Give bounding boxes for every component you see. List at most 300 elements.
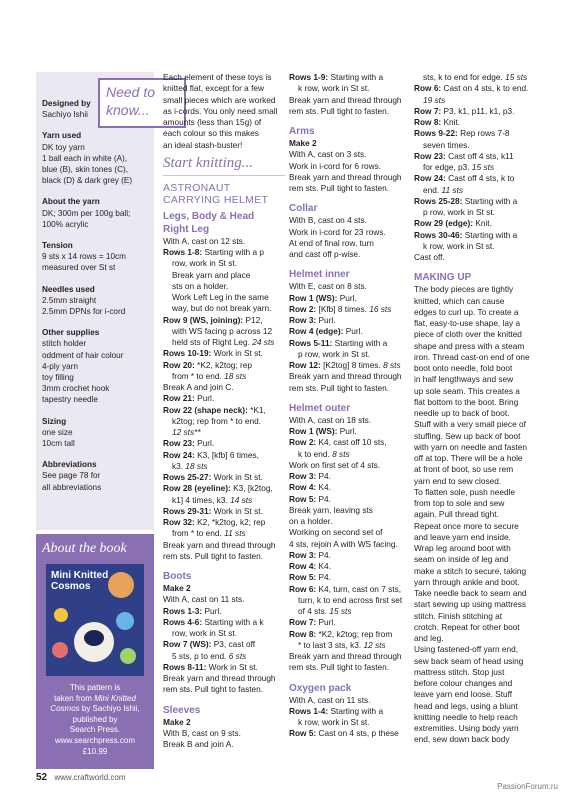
row-text: Purl.: [337, 426, 357, 436]
row-text: held sts of Right Leg.: [172, 337, 250, 347]
instruction: [414, 185, 536, 196]
instruction: [163, 438, 285, 449]
supplies-heading: Other supplies: [42, 328, 100, 338]
instruction: [289, 617, 411, 628]
making-up-line: make a stitch to secure, taking: [414, 565, 527, 576]
making-up-line: crotch. Repeat for other boot: [414, 621, 520, 632]
instruction: row, work in St st.: [172, 628, 238, 638]
instruction: Break yarn and thread through: [289, 651, 402, 661]
stitch-count: 14 sts: [230, 494, 253, 505]
instruction: [289, 572, 411, 583]
book-info-text: taken from: [54, 693, 92, 703]
making-up-line: leave yarn end loose. Stuff: [414, 689, 513, 700]
pattern-column-1: [163, 72, 285, 750]
row-label: Row 4 (edge):: [289, 326, 344, 337]
instruction: With A, cast on 11 sts.: [163, 594, 245, 605]
instruction: With B, cast on 9 sts.: [163, 727, 241, 738]
making-up-line: boot onto needle, fold boot: [414, 363, 513, 373]
making-up-line: needle up to back of boot.: [414, 408, 510, 418]
row-text: Cast off 4 sts, k11: [445, 150, 514, 161]
row-label: Row 1 (WS):: [289, 292, 338, 303]
row-label: Row 28 (eyeline):: [163, 483, 231, 494]
instruction: [163, 371, 285, 382]
making-up-line: head and legs, using a blunt: [414, 700, 518, 711]
instruction: sts on a holder.: [172, 280, 229, 291]
making-up-line: stitch. Finish stitching at: [414, 610, 503, 621]
row-text: *K2, k2tog; rep: [194, 359, 253, 370]
row-text: Purl.: [194, 438, 215, 449]
row-label: Rows 10-19:: [163, 348, 212, 359]
stitch-count: 11 sts: [441, 184, 463, 195]
making-up-line: flat bottom to the boot. Bring: [414, 396, 519, 407]
sleeves-heading: Sleeves: [163, 704, 201, 716]
stitch-count: 19 sts: [423, 94, 446, 105]
instruction: rem sts. Pull tight to fasten.: [163, 684, 264, 695]
supplies-line: oddment of hair colour: [42, 350, 124, 360]
making-up-line: seam on inside of leg and: [414, 554, 509, 565]
about-the-book-heading: About the book: [42, 541, 127, 556]
making-up-line: edges to curl up. To create a: [414, 306, 519, 317]
instruction: [414, 218, 536, 229]
website-link[interactable]: www.craftworld.com: [54, 773, 126, 782]
instruction: [289, 293, 411, 304]
stitch-count: 16 sts: [369, 303, 392, 314]
making-up-line: piece of cloth over the knitted: [414, 329, 522, 340]
instruction: [289, 304, 411, 315]
row-text: Starting with a k: [202, 616, 264, 627]
making-up-line: with yarn on needle and fasten: [414, 441, 528, 452]
making-up-line: Stuff with a very small piece of: [414, 419, 526, 430]
row-text: P4.: [316, 471, 331, 481]
stitch-count: 11 sts: [224, 528, 246, 539]
instruction: [163, 472, 285, 483]
supplies-line: tapestry needle: [42, 395, 98, 405]
abbreviations-line: See page 78 for: [42, 471, 101, 481]
stitch-count: 18 sts: [224, 370, 247, 381]
row-label: Row 6:: [414, 83, 442, 94]
row-label: Row 5:: [289, 572, 317, 583]
watermark: PassionForum.ru: [497, 782, 558, 791]
book-cover-image: [46, 564, 144, 676]
row-text: Work in St st.: [211, 348, 263, 359]
instruction: [289, 315, 411, 326]
row-text: Starting with a: [462, 195, 518, 206]
instruction: [163, 662, 285, 673]
need-to-know-content: [42, 98, 150, 503]
row-text: * to last 3 sts, k3.: [298, 639, 362, 650]
making-up-line: yarn end to sew closed.: [414, 475, 502, 486]
instruction: [414, 106, 536, 117]
row-text: Knit.: [441, 117, 461, 127]
book-info-line: [42, 694, 148, 705]
book-website-link[interactable]: www.searchpress.com: [54, 735, 136, 745]
row-label: Rows 29-31:: [163, 505, 212, 516]
row-text: Knit.: [473, 218, 492, 229]
needles-line: 2.5mm straight: [42, 295, 97, 305]
instruction: rem sts. Pull tight to fasten.: [289, 183, 390, 193]
making-up-line: up sole seam. This creates a: [414, 385, 520, 396]
start-knitting-heading: Start knitting...: [163, 153, 285, 176]
pattern-column-2: [289, 72, 411, 740]
instruction: [163, 651, 285, 662]
row-text: K2, *k2tog, k2; rep: [194, 517, 266, 527]
row-text: Purl.: [194, 393, 215, 404]
instruction: [163, 247, 285, 258]
instruction: [163, 528, 285, 539]
making-up-line: iron. Thread cast-on end of one: [414, 351, 530, 362]
instruction: [289, 606, 411, 617]
making-up-line: To flatten sole, push needle: [414, 486, 516, 497]
instruction: Break A and join C.: [163, 382, 234, 392]
instruction: [289, 640, 411, 651]
row-text: Cast on 4 sts, p these: [316, 728, 399, 739]
making-up-line: stuffing. Sew up back of boot: [414, 430, 521, 441]
yarn-line: black (D) & dark grey (E): [42, 176, 133, 186]
instruction: Work in i-cord for 6 rows.: [289, 160, 382, 171]
book-info-line: This pattern is: [69, 683, 121, 692]
instruction: Break yarn and place: [172, 269, 251, 280]
instruction: [163, 639, 285, 650]
book-info-line: Search Press.: [69, 725, 121, 735]
instruction: [163, 517, 285, 528]
row-label: Row 2:: [289, 303, 317, 314]
row-label: Rows 30-46:: [414, 229, 463, 240]
row-text: Starting with a: [332, 337, 388, 348]
instruction: k row, work in St st.: [298, 83, 370, 94]
instruction: [163, 450, 285, 461]
instruction: rem sts. Pull tight to fasten.: [289, 662, 390, 673]
legs-body-head-heading: Legs, Body & Head: [163, 210, 255, 222]
row-text: Purl.: [316, 617, 336, 628]
instruction: way, but do not break yarn.: [172, 303, 272, 314]
about-yarn-line: 100% acrylic: [42, 219, 89, 229]
row-text: [K2tog] 8 times.: [320, 360, 381, 370]
row-label: Rows 25-28:: [414, 195, 463, 206]
row-text: Purl.: [202, 605, 222, 616]
instruction: [289, 360, 411, 371]
instruction: Break yarn and thread through: [289, 371, 402, 382]
oxygen-pack-heading: Oxygen pack: [289, 682, 352, 694]
row-label: Row 1 (WS):: [289, 426, 338, 436]
tension-line: 9 sts x 14 rows = 10cm: [42, 252, 126, 262]
instruction: rem sts. Pull tight to fasten.: [163, 550, 264, 561]
row-label: Row 12:: [289, 360, 321, 370]
yarn-heading: Yarn used: [42, 131, 82, 141]
making-up-line: shape and press with a steam: [414, 340, 525, 351]
instruction: k2tog; rep from * to end.: [172, 415, 262, 426]
making-up-line: knitted, which can cause: [414, 295, 505, 306]
row-text: Rep rows 7-8: [457, 128, 510, 139]
instruction: [163, 405, 285, 416]
row-text: Work in St st.: [211, 472, 263, 482]
pattern-title-line-2: CARRYING HELMET: [163, 193, 269, 206]
abbreviations-block: [42, 459, 150, 493]
intro-line: each colour so this makes: [163, 128, 259, 139]
needles-line: 2.5mm DPNs for i-cord: [42, 307, 126, 317]
row-text: P4.: [316, 493, 331, 504]
row-label: Rows 1-3:: [163, 605, 203, 616]
row-text: P3, k1, p11, k1, p3.: [441, 105, 515, 116]
row-text: 5 sts, p to end.: [172, 650, 227, 661]
row-text: k to end.: [298, 448, 330, 459]
instruction: With A, cast on 3 sts.: [289, 149, 367, 160]
instruction: With A, cast on 11 sts.: [289, 694, 371, 705]
cover-title: [51, 570, 108, 592]
making-up-line: end, sew down back body: [414, 734, 510, 745]
need-to-know-line-1: Need to: [106, 84, 156, 100]
instruction: Work on first set of 4 sts.: [289, 459, 381, 470]
book-info-line: published by: [72, 714, 118, 724]
intro-line: an ideal stash-buster!: [163, 139, 243, 150]
about-yarn-heading: About the yarn: [42, 197, 100, 207]
row-label: Row 29 (edge):: [414, 218, 474, 229]
row-text: Starting with a: [462, 229, 518, 240]
row-text: K3, [k2tog,: [230, 483, 273, 494]
row-label: Row 3:: [289, 549, 317, 560]
needles-heading: Needles used: [42, 284, 95, 294]
instruction: [289, 629, 411, 640]
making-up-line: Wrap leg around boot with: [414, 543, 511, 553]
supplies-line: toy filling: [42, 373, 74, 383]
making-up-line: before colour changes and: [414, 678, 513, 688]
row-label: Row 24:: [163, 449, 195, 460]
instruction: [163, 606, 285, 617]
tension-line: measured over St st: [42, 263, 116, 273]
instruction: [289, 482, 411, 493]
making-up-line: yarn through ankle and boot.: [414, 576, 520, 587]
instruction: [289, 437, 411, 448]
instruction: rem sts. Pull tight to fasten.: [289, 382, 390, 393]
instruction: Break yarn and thread through: [289, 94, 402, 105]
instruction: [289, 561, 411, 572]
row-label: Row 20:: [163, 359, 195, 370]
helmet-visor-icon: [84, 630, 104, 646]
row-label: Row 9 (WS, joining):: [163, 314, 244, 325]
instruction: [289, 471, 411, 482]
row-text: from * to end.: [172, 528, 222, 539]
row-label: Rows 1-4:: [289, 705, 329, 716]
needles-block: [42, 284, 150, 318]
about-yarn-block: [42, 196, 150, 230]
collar-heading: Collar: [289, 203, 318, 215]
need-to-know-line-2: know...: [106, 102, 150, 118]
making-up-text: [414, 284, 536, 745]
supplies-line: stitch holder: [42, 339, 87, 349]
instruction: [163, 506, 285, 517]
planet-icon: [54, 608, 68, 622]
designer-heading: Designed by: [42, 99, 91, 108]
stitch-count: 8 sts: [332, 448, 350, 459]
about-yarn-line: DK; 300m per 100g ball;: [42, 208, 131, 218]
row-label: Row 5:: [289, 493, 317, 504]
instruction: With E, cast on 8 sts.: [289, 281, 367, 292]
instruction: [414, 128, 536, 139]
intro-line: Each element of these toys is: [163, 72, 272, 82]
sizing-line: one size: [42, 427, 73, 437]
instruction: k row, work in St st.: [298, 717, 370, 727]
row-label: Row 7 (WS):: [163, 639, 212, 650]
row-label: Row 8:: [289, 628, 317, 639]
row-text: Starting with a: [328, 705, 384, 716]
row-text: from * to end.: [172, 370, 222, 381]
instruction: [163, 337, 285, 348]
instruction: rem sts. Pull tight to fasten.: [289, 105, 390, 116]
row-text: [Kfb] 8 times.: [316, 303, 367, 314]
abbreviations-heading: Abbreviations: [42, 460, 97, 470]
instruction: At end of final row, turn: [289, 237, 374, 248]
yarn-line: blue (B), skin tones (C),: [42, 165, 128, 175]
instruction: p row, work in St st.: [298, 348, 370, 359]
instruction: Working on second set of: [289, 527, 383, 538]
instruction: Cast off.: [414, 252, 445, 262]
row-text: Work in St st.: [206, 661, 258, 672]
instruction: [163, 617, 285, 628]
helmet-outer-heading: Helmet outer: [289, 402, 351, 414]
sizing-line: 10cm tall: [42, 439, 75, 449]
supplies-line: 3mm crochet hook: [42, 384, 110, 394]
book-title-italic: Mini Knitted: [94, 693, 136, 703]
sizing-block: [42, 416, 150, 450]
about-the-book-panel: [36, 534, 154, 769]
tension-block: [42, 240, 150, 274]
yarn-line: DK toy yarn: [42, 142, 85, 152]
instruction: [414, 173, 536, 184]
stitch-count: 18 sts: [185, 460, 208, 471]
row-text: K3, [kfb] 6 times,: [194, 449, 259, 460]
instruction: turn, k to end across first set: [298, 594, 403, 605]
instruction: With A, cast on 18 sts.: [289, 414, 372, 425]
instruction: [163, 483, 285, 494]
row-text: K4, cast off 10 sts,: [316, 437, 387, 448]
yarn-line: 1 ball each in white (A),: [42, 153, 128, 163]
instruction: [163, 348, 285, 359]
instruction: Break yarn and thread through: [163, 539, 276, 550]
instruction: [163, 427, 285, 438]
row-label: Row 4:: [289, 482, 317, 493]
make-count: Make 2: [163, 716, 191, 727]
arms-heading: Arms: [289, 126, 315, 137]
making-up-line: and leave yarn end inside.: [414, 531, 511, 542]
making-up-line: from top to sole and sew: [414, 498, 505, 508]
instruction: on a holder.: [289, 516, 333, 526]
instruction: [414, 83, 536, 94]
row-text: K4.: [316, 561, 331, 571]
instruction: [414, 196, 536, 207]
supplies-block: [42, 327, 150, 405]
instruction: Break B and join A.: [163, 739, 234, 749]
row-label: Row 22 (shape neck):: [163, 404, 248, 415]
making-up-line: again. Pull thread tight.: [414, 509, 499, 520]
intro-line: small pieces which are worked: [163, 94, 276, 105]
instruction: [289, 584, 411, 595]
instruction: [289, 550, 411, 561]
instruction: [163, 360, 285, 371]
planet-icon: [52, 642, 68, 658]
make-count: Make 2: [163, 583, 191, 593]
stitch-count: 8 sts: [383, 360, 401, 370]
row-text: K4.: [316, 482, 331, 493]
row-text: k3.: [172, 460, 184, 471]
instruction: With A, cast on 12 sts.: [163, 235, 246, 246]
row-text: end.: [423, 184, 440, 195]
stitch-count: 6 sts: [228, 650, 247, 661]
making-up-line: mattress stitch. Stop just: [414, 666, 505, 677]
instruction: [289, 706, 411, 717]
instruction: Work in i-cord for 23 rows.: [289, 226, 386, 237]
planet-icon: [120, 648, 136, 664]
row-label: Row 2:: [289, 437, 317, 448]
pattern-column-3: [414, 72, 536, 746]
instruction: With B, cast on 4 sts.: [289, 215, 367, 226]
instruction: and cast off p-wise.: [289, 249, 361, 259]
row-text: P12,: [243, 314, 263, 325]
stitch-count: 15 sts: [329, 606, 352, 616]
row-text: K4, turn, cast on 7 sts,: [316, 583, 402, 594]
row-text: sts, k to end for edge.: [423, 72, 503, 82]
intro-line: amounts (less than 15g) of: [163, 117, 262, 127]
make-count: Make 2: [289, 138, 317, 148]
row-label: Row 8:: [414, 117, 442, 127]
boots-heading: Boots: [163, 571, 192, 582]
instruction: [414, 95, 536, 106]
row-text: P3, cast off: [211, 639, 256, 650]
instruction: k row, work in St st.: [423, 240, 495, 251]
instruction: [414, 230, 536, 241]
row-label: Row 6:: [289, 583, 317, 594]
row-text: Cast on 4 sts, k to end.: [441, 83, 529, 94]
row-label: Rows 25-27:: [163, 472, 212, 482]
designer-block: [42, 98, 150, 120]
instruction: Break yarn, leaving sts: [289, 504, 373, 515]
row-text: for edge, p3.: [423, 162, 470, 172]
instruction: [289, 426, 411, 437]
yarn-block: [42, 130, 150, 186]
making-up-line: in half lengthways and sew: [414, 374, 514, 385]
making-up-line: flat, easy-to-use shape, lay a: [414, 318, 521, 328]
row-label: Row 24:: [414, 173, 446, 184]
making-up-line: at front of boot, so use rem: [414, 464, 514, 475]
row-text: k1] 4 times, k3.: [172, 494, 228, 505]
page-number: 52: [36, 772, 48, 783]
helmet-inner-heading: Helmet inner: [289, 269, 350, 281]
pattern-title-line-1: ASTRONAUT: [163, 181, 231, 194]
book-info-text: by Sachiyo Ishii,: [81, 704, 140, 714]
row-label: Row 4:: [289, 561, 317, 571]
row-label: Rows 1-8:: [163, 247, 203, 257]
page-footer: [36, 772, 125, 783]
instruction: row, work in St st.: [172, 258, 238, 269]
making-up-line: off at top. There will be a hole: [414, 453, 523, 463]
need-to-know-sidebar: [36, 72, 154, 769]
stitch-count: 15 sts: [471, 162, 495, 172]
making-up-line: The body pieces are tightly: [414, 284, 514, 295]
right-leg-heading: Right Leg: [163, 223, 210, 235]
row-label: Row 3:: [289, 315, 317, 325]
instruction: [163, 393, 285, 404]
designer-name: Sachiyo Ishii: [42, 110, 88, 120]
row-label: Rows 8-11:: [163, 661, 207, 672]
making-up-line: Using fastened-off yarn end,: [414, 644, 519, 655]
instruction: 4 sts, rejoin A with WS facing.: [289, 538, 398, 549]
row-label: Row 7:: [414, 105, 442, 116]
instruction: [289, 494, 411, 505]
row-text: P4.: [316, 549, 331, 560]
instruction: [414, 117, 536, 128]
cover-title-line-2: Cosmos: [51, 581, 91, 592]
making-up-line: knitting needle to help reach: [414, 711, 518, 722]
row-text: Purl.: [316, 315, 336, 325]
instruction: [289, 326, 411, 337]
